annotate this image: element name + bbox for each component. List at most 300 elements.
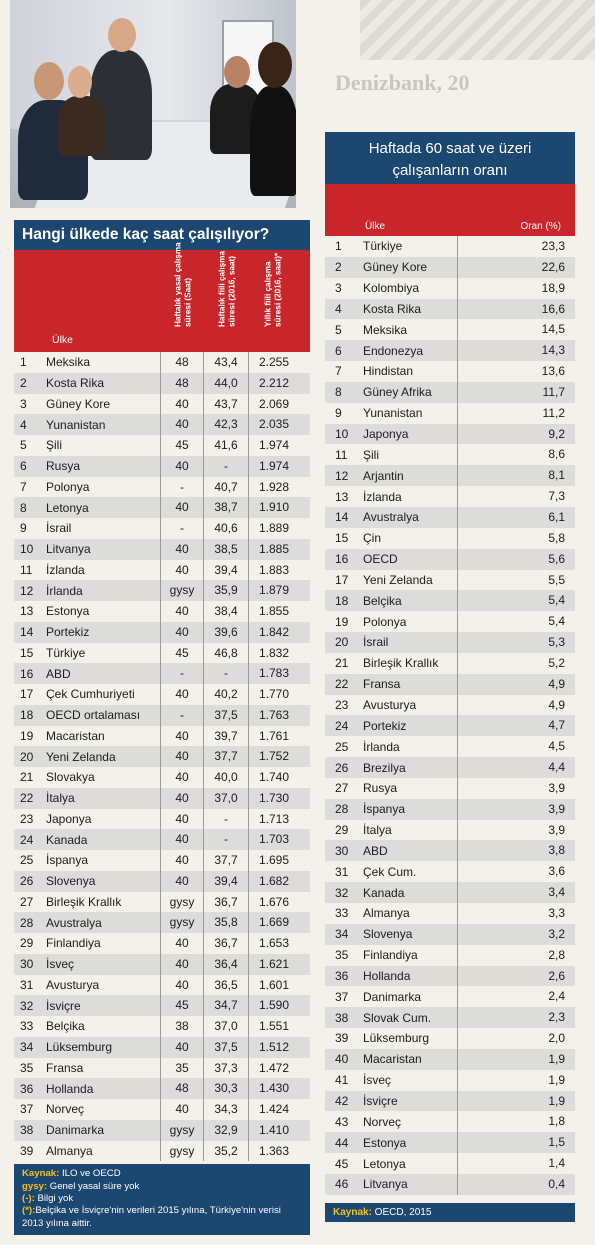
table-row — [325, 1153, 575, 1174]
yearly-hours-cell: 1.855 — [248, 601, 299, 622]
weekly-hours-cell: 40,6 — [203, 518, 248, 539]
rate-cell: 3,9 — [457, 778, 575, 799]
weekly-hours-cell: 43,7 — [203, 394, 248, 415]
table-row — [325, 632, 575, 653]
table-row — [325, 757, 575, 778]
table-row — [14, 435, 310, 456]
table-row — [14, 726, 310, 747]
country-name: Norveç — [46, 1102, 85, 1117]
country-name: Portekiz — [363, 718, 407, 733]
legal-hours-cell: 40 — [160, 394, 203, 415]
yearly-hours-cell: 1.974 — [248, 456, 299, 477]
legal-hours-cell: 40 — [160, 850, 203, 871]
row-number: 30 — [335, 843, 349, 858]
weekly-hours-cell: 38,5 — [203, 539, 248, 560]
row-number: 10 — [20, 542, 34, 557]
yearly-hours-cell: 1.430 — [248, 1078, 299, 1099]
source-text: ILO ve OECD — [59, 1168, 121, 1180]
table-row — [325, 820, 575, 841]
row-number: 19 — [20, 728, 34, 743]
row-number: 28 — [335, 802, 349, 817]
row-number: 41 — [335, 1073, 349, 1088]
table-row — [325, 986, 575, 1007]
country-name: Japonya — [363, 427, 409, 442]
rate-cell: 2,4 — [457, 986, 575, 1007]
row-number: 6 — [335, 343, 342, 358]
legal-hours-cell: 38 — [160, 1016, 203, 1037]
weekly-hours-cell: 34,3 — [203, 1099, 248, 1120]
table-row — [14, 829, 310, 850]
right-table-body — [325, 236, 575, 1195]
country-name: Yunanistan — [363, 406, 423, 421]
yearly-hours-cell: 1.879 — [248, 580, 299, 601]
legal-hours-cell: gysy — [160, 1120, 203, 1141]
yearly-hours-cell: 1.590 — [248, 995, 299, 1016]
table-row — [14, 954, 310, 975]
yearly-hours-cell: 1.752 — [248, 746, 299, 767]
country-name: Hollanda — [46, 1081, 94, 1096]
dash-label: (-): — [22, 1193, 35, 1205]
row-number: 21 — [20, 770, 34, 785]
yearly-hours-cell: 2.212 — [248, 373, 299, 394]
row-number: 5 — [335, 322, 342, 337]
legal-hours-cell: 40 — [160, 497, 203, 518]
row-number: 14 — [20, 625, 34, 640]
table-row — [325, 278, 575, 299]
yearly-hours-cell: 2.255 — [248, 352, 299, 373]
legal-hours-cell: 48 — [160, 373, 203, 394]
table-row — [325, 549, 575, 570]
row-number: 2 — [335, 260, 342, 275]
country-name: Estonya — [46, 604, 90, 619]
table-row — [325, 486, 575, 507]
table-row — [325, 1028, 575, 1049]
table-row — [14, 1016, 310, 1037]
table-row — [14, 477, 310, 498]
yearly-hours-cell: 1.363 — [248, 1141, 299, 1162]
country-name: Kanada — [46, 832, 88, 847]
country-name: İsviçre — [363, 1094, 398, 1109]
country-name: Portekiz — [46, 625, 90, 640]
country-name: ABD — [363, 843, 388, 858]
weekly-hours-cell: - — [203, 663, 248, 684]
row-number: 38 — [20, 1123, 34, 1138]
weekly-hours-cell: 39,7 — [203, 726, 248, 747]
weekly-hours-cell: - — [203, 809, 248, 830]
row-number: 32 — [20, 998, 34, 1013]
weekly-hours-cell: 35,9 — [203, 580, 248, 601]
row-number: 22 — [335, 677, 349, 692]
yearly-hours-cell: 1.512 — [248, 1037, 299, 1058]
rate-cell: 2,0 — [457, 1028, 575, 1049]
table-row — [325, 340, 575, 361]
table-row — [325, 715, 575, 736]
table-row — [325, 903, 575, 924]
rate-cell: 0,4 — [457, 1174, 575, 1195]
yearly-hours-cell: 1.740 — [248, 767, 299, 788]
table-row — [14, 1099, 310, 1120]
rate-cell: 3,4 — [457, 882, 575, 903]
country-name: Avusturya — [46, 977, 100, 992]
table-row — [325, 528, 575, 549]
table-row — [14, 601, 310, 622]
rate-column-header: Oran (%) — [520, 221, 561, 232]
row-number: 1 — [20, 355, 27, 370]
country-name: İspanya — [46, 853, 89, 868]
country-name: OECD ortalaması — [46, 708, 141, 723]
weekly-hours-cell: 38,7 — [203, 497, 248, 518]
row-number: 22 — [20, 791, 34, 806]
row-number: 2 — [20, 376, 27, 391]
star-text: Belçika ve İsviçre'nin verileri 2015 yılına, Türkiye'nin verisi 2013 yılına aittir. — [22, 1205, 281, 1229]
country-name: İspanya — [363, 802, 406, 817]
country-name: İsviçre — [46, 998, 81, 1013]
weekly-hours-cell: 37,5 — [203, 1037, 248, 1058]
table-row — [325, 778, 575, 799]
legal-hours-cell: 40 — [160, 601, 203, 622]
rate-cell: 5,5 — [457, 570, 575, 591]
legal-hours-cell: - — [160, 663, 203, 684]
table-row — [325, 1007, 575, 1028]
country-name: Macaristan — [46, 728, 105, 743]
weekly-hours-cell: 43,4 — [203, 352, 248, 373]
rate-cell: 23,3 — [457, 236, 575, 257]
country-name: Letonya — [363, 1156, 406, 1171]
country-name: Kosta Rika — [46, 376, 105, 391]
row-number: 15 — [335, 531, 349, 546]
table-row — [14, 518, 310, 539]
row-number: 43 — [335, 1114, 349, 1129]
table-row — [325, 236, 575, 257]
yearly-hours-cell: 1.928 — [248, 477, 299, 498]
table-row — [14, 788, 310, 809]
weekly-hours-cell: - — [203, 456, 248, 477]
weekly-hours-cell: 44,0 — [203, 373, 248, 394]
country-name: Rusya — [363, 781, 398, 796]
rate-cell: 1,9 — [457, 1091, 575, 1112]
weekly-hours-cell: 40,7 — [203, 477, 248, 498]
row-number: 44 — [335, 1135, 349, 1150]
row-number: 39 — [335, 1031, 349, 1046]
yearly-hours-cell: 1.695 — [248, 850, 299, 871]
row-number: 37 — [335, 989, 349, 1004]
weekly-hours-cell: 42,3 — [203, 414, 248, 435]
yearly-hours-cell: 1.783 — [248, 663, 299, 684]
country-name: İsveç — [46, 957, 75, 972]
table-row — [325, 861, 575, 882]
table-row — [325, 403, 575, 424]
legal-hours-cell: 48 — [160, 352, 203, 373]
weekly-hours-cell: 37,5 — [203, 705, 248, 726]
table-row — [14, 663, 310, 684]
country-name: Şili — [363, 447, 380, 462]
row-number: 13 — [335, 489, 349, 504]
country-name: Yunanistan — [46, 417, 106, 432]
rate-cell: 2,3 — [457, 1007, 575, 1028]
row-number: 3 — [20, 396, 27, 411]
country-name: Litvanya — [46, 542, 91, 557]
country-name: Letonya — [46, 500, 89, 515]
table-row — [14, 373, 310, 394]
yearly-hours-cell: 1.703 — [248, 829, 299, 850]
rate-cell: 5,8 — [457, 528, 575, 549]
country-name: Rusya — [46, 459, 81, 474]
country-name: Slovenya — [46, 874, 96, 889]
row-number: 15 — [20, 645, 34, 660]
country-name: Danimarka — [46, 1123, 105, 1138]
row-number: 1 — [335, 239, 342, 254]
table-row — [14, 414, 310, 435]
country-name: Kanada — [363, 885, 405, 900]
table-row — [14, 995, 310, 1016]
weekly-hours-cell: 38,4 — [203, 601, 248, 622]
rate-cell: 5,3 — [457, 632, 575, 653]
table-row — [325, 945, 575, 966]
legal-hours-cell: 40 — [160, 684, 203, 705]
country-name: İsveç — [363, 1073, 392, 1088]
country-name: İsrail — [46, 521, 72, 536]
country-name: İtalya — [363, 823, 392, 838]
weekly-hours-cell: 37,0 — [203, 788, 248, 809]
yearly-hours-cell: 1.974 — [248, 435, 299, 456]
row-number: 23 — [20, 811, 34, 826]
rate-cell: 11,7 — [457, 382, 575, 403]
table-row — [325, 257, 575, 278]
weekly-hours-cell: 34,7 — [203, 995, 248, 1016]
table-row — [14, 1078, 310, 1099]
table-row — [14, 1037, 310, 1058]
row-number: 7 — [335, 364, 342, 379]
rate-cell: 16,6 — [457, 299, 575, 320]
table-row — [14, 539, 310, 560]
country-name: Belçika — [363, 593, 402, 608]
rate-cell: 14,5 — [457, 319, 575, 340]
weekly-actual-column-header: Haftalık fiili çalışma süresi (2016, saat) — [217, 251, 236, 327]
row-number: 25 — [335, 739, 349, 754]
table-row — [14, 746, 310, 767]
rate-cell: 13,6 — [457, 361, 575, 382]
rate-cell: 1,8 — [457, 1111, 575, 1132]
country-name: Slovak Cum. — [363, 1010, 432, 1025]
table-row — [14, 933, 310, 954]
weekly-hours-cell: 36,4 — [203, 954, 248, 975]
yearly-hours-cell: 1.551 — [248, 1016, 299, 1037]
table-row — [14, 871, 310, 892]
weekly-hours-cell: 46,8 — [203, 643, 248, 664]
table-row — [14, 684, 310, 705]
background-pattern — [360, 0, 595, 60]
country-name: Kosta Rika — [363, 301, 422, 316]
legal-hours-cell: 48 — [160, 1078, 203, 1099]
legal-hours-cell: 45 — [160, 995, 203, 1016]
country-name: İsrail — [363, 635, 389, 650]
country-name: Finlandiya — [363, 948, 418, 963]
country-name: Lüksemburg — [46, 1040, 113, 1055]
country-name: Almanya — [363, 906, 410, 921]
table-row — [325, 319, 575, 340]
table-row — [325, 799, 575, 820]
legal-hours-cell: gysy — [160, 892, 203, 913]
table-row — [14, 643, 310, 664]
country-name: Avusturya — [363, 697, 417, 712]
table-header — [14, 242, 310, 352]
table-row — [325, 570, 575, 591]
row-number: 33 — [335, 906, 349, 921]
row-number: 4 — [335, 301, 342, 316]
row-number: 17 — [335, 572, 349, 587]
weekly-hours-cell: 30,3 — [203, 1078, 248, 1099]
row-number: 45 — [335, 1156, 349, 1171]
table-row — [325, 653, 575, 674]
weekly-hours-cell: 41,6 — [203, 435, 248, 456]
table-row — [14, 1120, 310, 1141]
yearly-hours-cell: 1.889 — [248, 518, 299, 539]
table-row — [14, 560, 310, 581]
yearly-hours-cell: 1.682 — [248, 871, 299, 892]
country-name: Litvanya — [363, 1177, 408, 1192]
country-name: Almanya — [46, 1143, 93, 1158]
legal-hours-cell: 40 — [160, 539, 203, 560]
legal-hours-cell: 40 — [160, 809, 203, 830]
country-column-header: Ülke — [52, 334, 74, 346]
row-number: 18 — [20, 708, 34, 723]
weekly-hours-cell: 39,4 — [203, 871, 248, 892]
yearly-hours-cell: 1.472 — [248, 1058, 299, 1079]
sixty-hours-table — [325, 132, 575, 1222]
rate-cell: 1,5 — [457, 1132, 575, 1153]
rate-cell: 4,9 — [457, 695, 575, 716]
office-meeting-photo — [10, 0, 296, 208]
yearly-hours-cell: 1.669 — [248, 912, 299, 933]
weekly-hours-cell: 36,5 — [203, 975, 248, 996]
table-row — [325, 299, 575, 320]
weekly-hours-cell: 39,4 — [203, 560, 248, 581]
legal-hours-cell: 35 — [160, 1058, 203, 1079]
table-row — [14, 352, 310, 373]
rate-cell: 2,8 — [457, 945, 575, 966]
legal-hours-cell: 40 — [160, 414, 203, 435]
right-country-header: Ülke — [365, 221, 386, 232]
legal-hours-cell: 40 — [160, 1099, 203, 1120]
row-number: 34 — [20, 1040, 34, 1055]
legal-hours-cell: 40 — [160, 829, 203, 850]
table-body — [14, 352, 310, 1161]
country-name: Hollanda — [363, 968, 411, 983]
country-name: Birleşik Krallık — [46, 894, 122, 909]
country-name: Avustralya — [363, 510, 419, 525]
row-number: 30 — [20, 957, 34, 972]
table-row — [14, 622, 310, 643]
table-row — [325, 590, 575, 611]
rate-cell: 22,6 — [457, 257, 575, 278]
row-number: 39 — [20, 1143, 34, 1158]
rate-cell: 3,6 — [457, 861, 575, 882]
table-row — [325, 840, 575, 861]
yearly-hours-cell: 1.713 — [248, 809, 299, 830]
country-name: Çin — [363, 531, 382, 546]
table-row — [325, 674, 575, 695]
table-row — [14, 850, 310, 871]
row-number: 38 — [335, 1010, 349, 1025]
country-name: Japonya — [46, 811, 92, 826]
table-row — [14, 456, 310, 477]
country-name: Endonezya — [363, 343, 424, 358]
table-row — [325, 966, 575, 987]
yearly-hours-cell: 1.730 — [248, 788, 299, 809]
legal-hours-cell: 40 — [160, 975, 203, 996]
row-number: 8 — [20, 500, 27, 515]
rate-cell: 11,2 — [457, 403, 575, 424]
rate-cell: 14,3 — [457, 340, 575, 361]
row-number: 20 — [335, 635, 349, 650]
rate-cell: 8,1 — [457, 465, 575, 486]
rate-cell: 9,2 — [457, 424, 575, 445]
row-number: 29 — [335, 823, 349, 838]
country-name: İtalya — [46, 791, 75, 806]
table-row — [325, 361, 575, 382]
table-row — [325, 444, 575, 465]
yearly-hours-cell: 1.653 — [248, 933, 299, 954]
rate-cell: 1,9 — [457, 1070, 575, 1091]
rate-cell: 3,3 — [457, 903, 575, 924]
country-name: Güney Afrika — [363, 385, 432, 400]
yearly-hours-cell: 2.069 — [248, 394, 299, 415]
country-name: Slovenya — [363, 927, 413, 942]
country-name: Çek Cum. — [363, 864, 417, 879]
rate-cell: 5,4 — [457, 611, 575, 632]
country-name: Avustralya — [46, 915, 102, 930]
country-name: Lüksemburg — [363, 1031, 430, 1046]
legal-hours-cell: 40 — [160, 788, 203, 809]
weekly-hours-cell: 40,2 — [203, 684, 248, 705]
row-number: 11 — [335, 447, 348, 462]
weekly-hours-cell: 35,8 — [203, 912, 248, 933]
weekly-hours-cell: 35,2 — [203, 1141, 248, 1162]
legal-hours-cell: 40 — [160, 1037, 203, 1058]
legal-hours-cell: gysy — [160, 912, 203, 933]
row-number: 27 — [20, 894, 34, 909]
country-name: Polonya — [46, 479, 90, 494]
row-number: 5 — [20, 438, 27, 453]
right-source-label: Kaynak: — [333, 1206, 372, 1218]
row-number: 35 — [335, 948, 349, 963]
rate-cell: 7,3 — [457, 486, 575, 507]
yearly-hours-cell: 1.621 — [248, 954, 299, 975]
row-number: 46 — [335, 1177, 349, 1192]
right-title-line2: çalışanların oranı — [392, 162, 508, 179]
row-number: 3 — [335, 281, 342, 296]
row-number: 13 — [20, 604, 34, 619]
country-name: Şili — [46, 438, 63, 453]
row-number: 12 — [20, 583, 34, 598]
row-number: 25 — [20, 853, 34, 868]
table-row — [325, 465, 575, 486]
rate-cell: 4,5 — [457, 736, 575, 757]
country-name: Türkiye — [363, 239, 403, 254]
row-number: 9 — [335, 406, 342, 421]
table-notes — [14, 1164, 310, 1235]
right-table-header — [325, 184, 575, 236]
legal-hours-cell: 40 — [160, 622, 203, 643]
weekly-hours-cell: 36,7 — [203, 933, 248, 954]
rate-cell: 2,6 — [457, 966, 575, 987]
row-number: 28 — [20, 915, 34, 930]
row-number: 33 — [20, 1019, 34, 1034]
legal-hours-cell: 40 — [160, 954, 203, 975]
row-number: 36 — [20, 1081, 34, 1096]
weekly-hours-cell: 37,0 — [203, 1016, 248, 1037]
row-number: 35 — [20, 1060, 34, 1075]
